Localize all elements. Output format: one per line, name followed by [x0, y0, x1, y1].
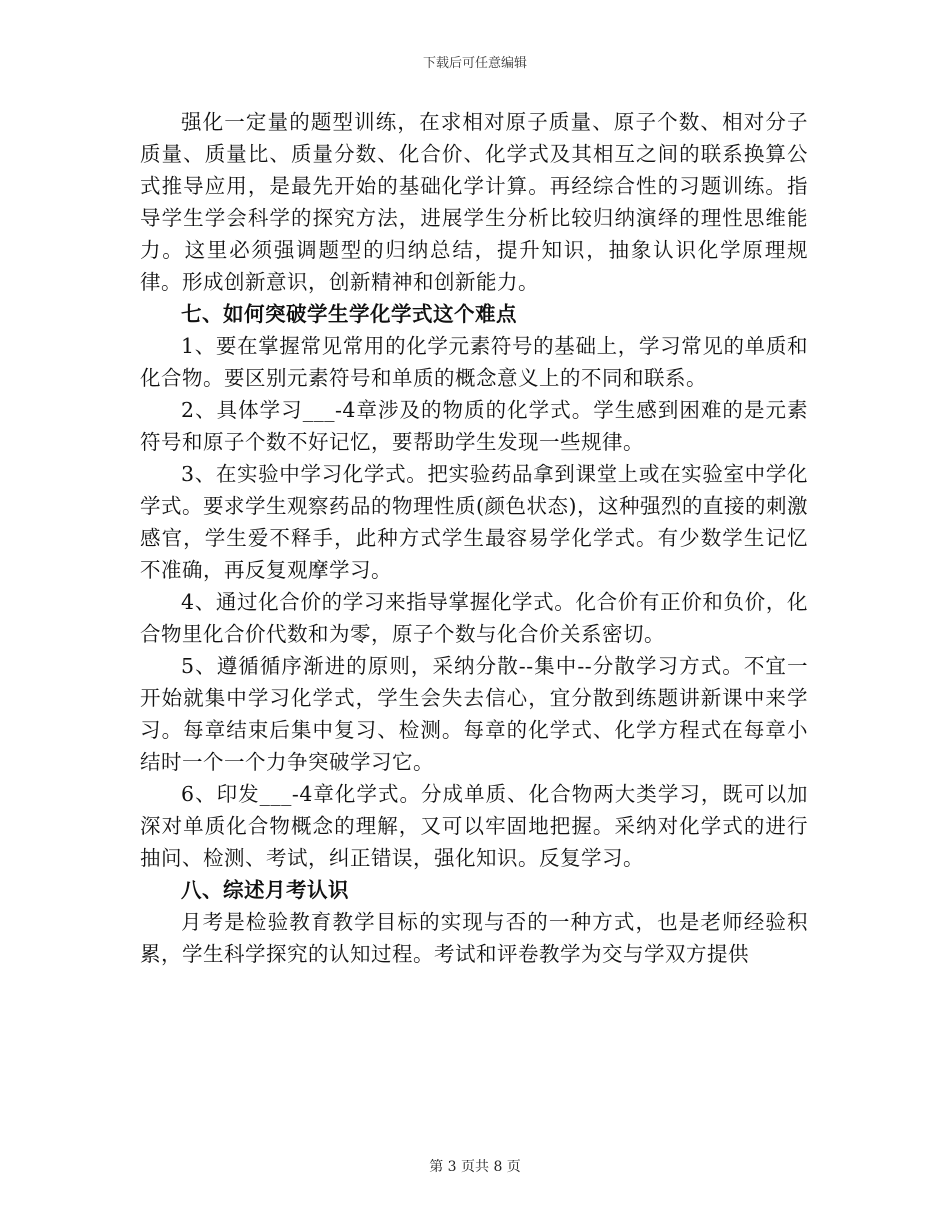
paragraph: 月考是检验教育教学目标的实现与否的一种方式，也是老师经验积累，学生科学探究的认知过程。考试和评卷教学为交与学双方提供 [140, 910, 808, 966]
page-header: 下载后可任意编辑 [422, 56, 527, 71]
page-footer: 第 3 页共 8 页 [429, 1159, 521, 1175]
paragraph: 强化一定量的题型训练，在求相对原子质量、原子个数、相对分子质量、质量比、质量分数、化合价、化学式及其相互之间的联系换算公式推导应用，是最先开始的基础化学计算。再经综合性的习题训练。指导学生学会科学的探究方法，进展学生分析比较归纳演绎的理性思维能力。这里必须强调题型的归纳总结，提升知识，抽象认识化学原理规律。形成创新意识，创新精神和创新能力。 [140, 110, 808, 294]
section-heading: 七、如何突破学生学化学式这个难点 [181, 302, 517, 326]
paragraph: 5、遵循循序渐进的原则，采纳分散--集中--分散学习方式。不宜一开始就集中学习化学式，学生会失去信心，宜分散到练题讲新课中来学习。每章结束后集中复习、检测。每章的化学式、化学方程式在每章小结时一个一个力争突破学习它。 [140, 654, 808, 774]
paragraph: 1、要在掌握常见常用的化学元素符号的基础上，学习常见的单质和化合物。要区别元素符号和单质的概念意义上的不同和联系。 [140, 334, 808, 390]
document-body [140, 106, 808, 970]
paragraph: 2、具体学习___-4章涉及的物质的化学式。学生感到困难的是元素符号和原子个数不好记忆，要帮助学生发现一些规律。 [140, 398, 808, 454]
section-heading: 八、综述月考认识 [181, 878, 349, 902]
paragraph: 3、在实验中学习化学式。把实验药品拿到课堂上或在实验室中学化学式。要求学生观察药品的物理性质(颜色状态)，这种强烈的直接的刺激感官，学生爱不释手，此种方式学生最容易学化学式。有少数学生记忆不准确，再反复观摩学习。 [140, 462, 808, 582]
paragraph: 6、印发___-4章化学式。分成单质、化合物两大类学习，既可以加深对单质化合物概念的理解，又可以牢固地把握。采纳对化学式的进行抽问、检测、考试，纠正错误，强化知识。反复学习。 [140, 782, 808, 870]
paragraph: 4、通过化合价的学习来指导掌握化学式。化合价有正价和负价，化合物里化合价代数和为零，原子个数与化合价关系密切。 [140, 590, 808, 646]
